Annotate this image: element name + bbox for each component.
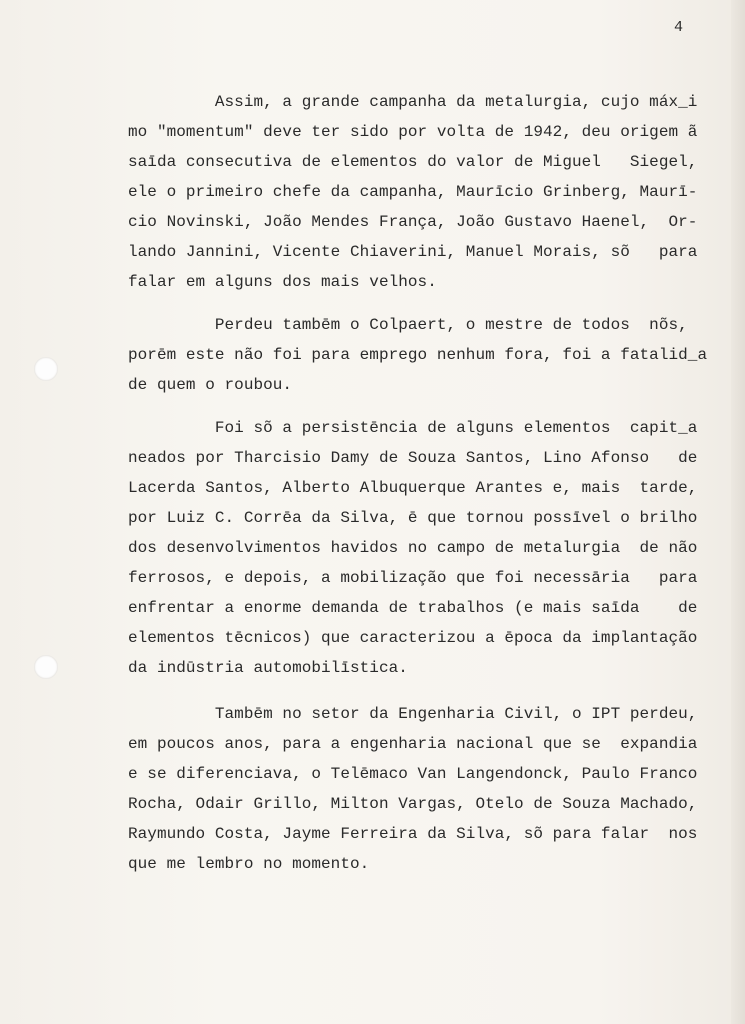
page-edge xyxy=(731,0,745,1024)
text-line: em poucos anos, para a engenharia nacional que se expandia xyxy=(128,735,698,753)
text-line: enfrentar a enorme demanda de trabalhos (e mais saīda de xyxy=(128,599,698,617)
text-line: porēm este não foi para emprego nenhum fora, foi a fatalid_a xyxy=(128,346,708,364)
text-line: da indūstria automobilīstica. xyxy=(128,659,408,677)
text-line: Raymundo Costa, Jayme Ferreira da Silva, sõ para falar nos xyxy=(128,825,698,843)
text-line: cio Novinski, João Mendes França, João Gustavo Haenel, Or- xyxy=(128,213,698,231)
text-line: ferrosos, e depois, a mobilização que foi necessāria para xyxy=(128,569,698,587)
text-line: Foi sõ a persistēncia de alguns elementos capit_a xyxy=(128,419,698,437)
text-line: Perdeu tambēm o Colpaert, o mestre de todos nõs, xyxy=(128,316,688,334)
text-line: de quem o roubou. xyxy=(128,376,293,394)
text-line: por Luiz C. Corrēa da Silva, ē que tornou possīvel o brilho xyxy=(128,509,698,527)
text-line: lando Jannini, Vicente Chiaverini, Manuel Morais, sõ para xyxy=(128,243,698,261)
text-line: ele o primeiro chefe da campanha, Maurīcio Grinberg, Maurī- xyxy=(128,183,698,201)
text-line: mo "momentum" deve ter sido por volta de 1942, deu origem ã xyxy=(128,123,698,141)
text-line: falar em alguns dos mais velhos. xyxy=(128,273,437,291)
punch-hole xyxy=(34,357,58,381)
text-line: e se diferenciava, o Telēmaco Van Langendonck, Paulo Franco xyxy=(128,765,698,783)
page-number: 4 xyxy=(674,19,684,36)
punch-hole xyxy=(34,655,58,679)
text-line: Rocha, Odair Grillo, Milton Vargas, Otelo de Souza Machado, xyxy=(128,795,698,813)
text-line: Tambēm no setor da Engenharia Civil, o IPT perdeu, xyxy=(128,705,698,723)
text-line: dos desenvolvimentos havidos no campo de metalurgia de não xyxy=(128,539,698,557)
text-line: Assim, a grande campanha da metalurgia, cujo máx_i xyxy=(128,93,698,111)
text-line: que me lembro no momento. xyxy=(128,855,370,873)
text-line: Lacerda Santos, Alberto Albuquerque Arantes e, mais tarde, xyxy=(128,479,698,497)
text-line: neados por Tharcisio Damy de Souza Santos, Lino Afonso de xyxy=(128,449,698,467)
text-line: saīda consecutiva de elementos do valor de Miguel Siegel, xyxy=(128,153,698,171)
text-line: elementos tēcnicos) que caracterizou a ēpoca da implantação xyxy=(128,629,698,647)
